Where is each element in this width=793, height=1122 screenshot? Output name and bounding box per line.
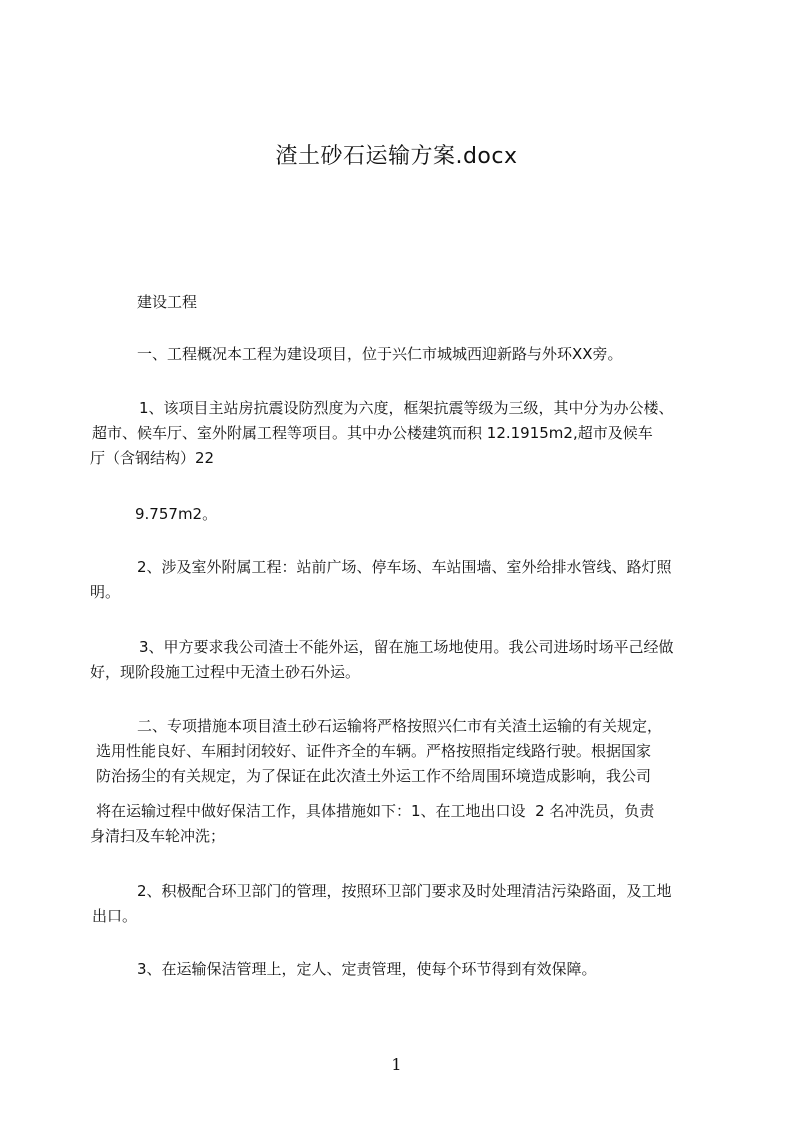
paragraph-measures-line3: 防治扬尘的有关规定，为了保证在此次渣土外运工作不给周围环境造成影响，我公司 xyxy=(96,767,652,785)
paragraph-measures-line4: 将在运输过程中做好保洁工作，具体措施如下：1、在工地出口设 2 名冲洗员，负责 xyxy=(96,802,655,820)
paragraph-area-value: 9.757m2。 xyxy=(135,505,218,523)
paragraph-item3-line1: 3、甲方要求我公司渣士不能外运，留在施工场地使用。我公司进场时场平己经做 xyxy=(139,638,674,656)
page-number: 1 xyxy=(391,1055,402,1074)
paragraph-measures-line2: 选用性能良好、车厢封闭较好、证件齐全的车辆。严格按照指定线路行驶。根据国家 xyxy=(96,742,652,760)
paragraph-item1-line3: 厅（含钢结构）22 xyxy=(90,449,215,467)
paragraph-item3-line2: 好，现阶段施工过程中无渣土砂石外运。 xyxy=(90,663,361,681)
paragraph-management: 3、在运输保洁管理上，定人、定责管理，使每个环节得到有效保障。 xyxy=(137,960,597,978)
paragraph-measures-line5: 身清扫及车轮冲洗； xyxy=(90,827,226,845)
paragraph-measures-line1: 二、专项措施本项目渣土砂石运输将严格按照兴仁市有关渣土运输的有关规定， xyxy=(137,717,663,735)
paragraph-item2-line1: 2、涉及室外附属工程：站前广场、停车场、车站围墙、室外给排水管线、路灯照 xyxy=(137,558,672,576)
paragraph-overview: 一、工程概况本工程为建设项目，位于兴仁市城城西迎新路与外环XX旁。 xyxy=(137,345,623,363)
section-label: 建设工程 xyxy=(137,293,198,311)
paragraph-item1-line2: 超市、候车厅、室外附属工程等项目。其中办公楼建筑而积 12.1915m2,超市及候车 xyxy=(92,424,653,442)
document-title: 渣土砂石运输方案.docx xyxy=(275,144,518,169)
paragraph-item2-line2: 明。 xyxy=(90,583,121,601)
paragraph-coordination-line2: 出口。 xyxy=(92,907,138,925)
paragraph-item1-line1: 1、该项目主站房抗震设防烈度为六度，框架抗震等级为三级，其中分为办公楼、 xyxy=(139,399,674,417)
paragraph-coordination-line1: 2、积极配合环卫部门的管理，按照环卫部门要求及时处理清洁污染路面，及工地 xyxy=(137,882,672,900)
